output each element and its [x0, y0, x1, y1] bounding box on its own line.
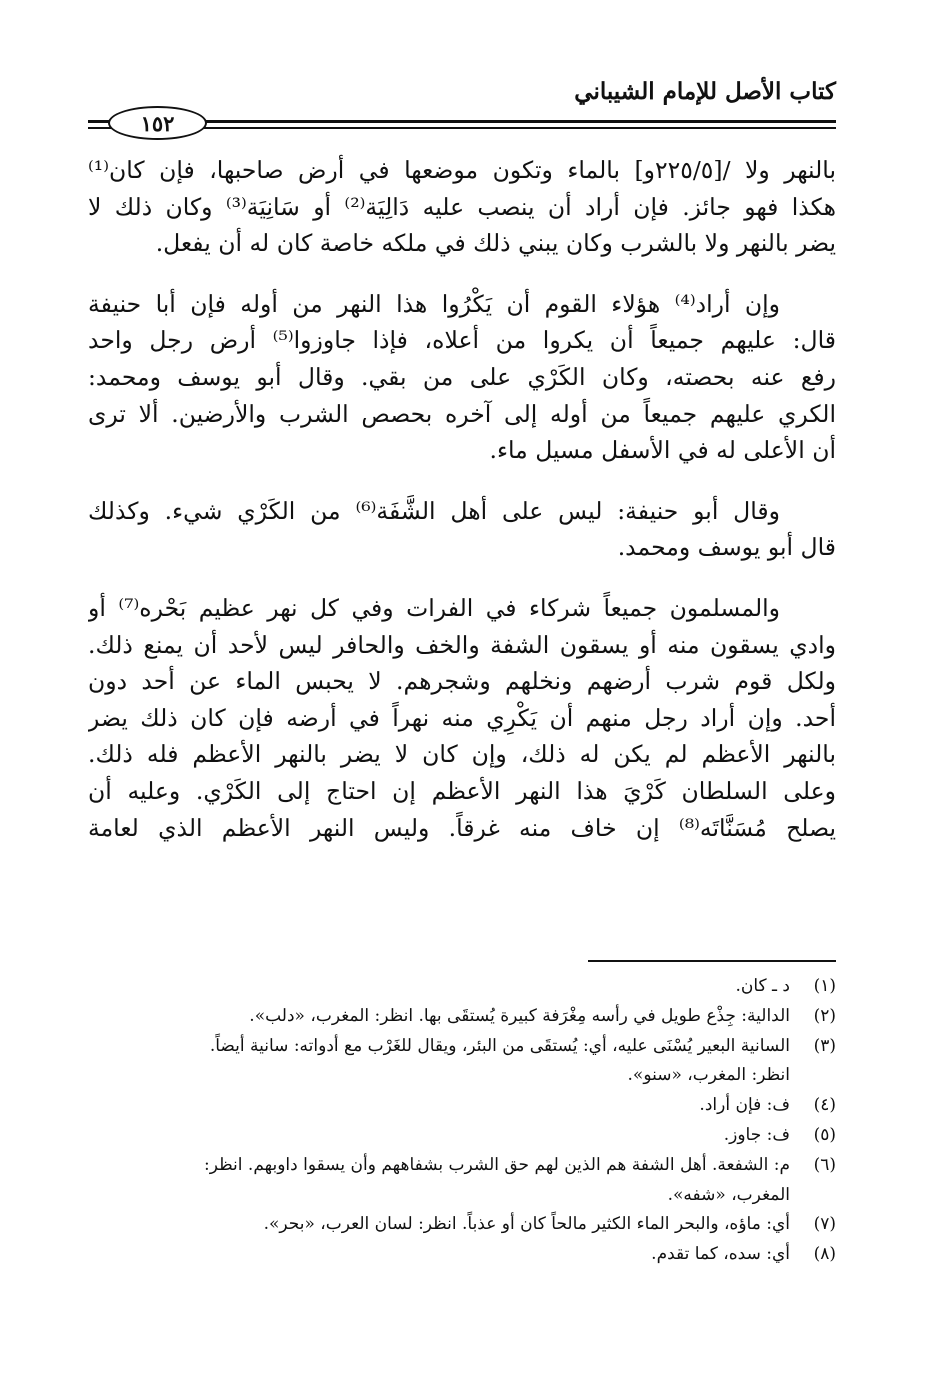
- paragraph: [88, 493, 836, 566]
- footnote-number: (٧): [813, 1214, 836, 1235]
- text-line: بالنهر الأعظم لم يكن له ذلك، وإن كان لا يضر بالنهر الأعظم فله ذلك.: [88, 740, 836, 769]
- text-line: بالنهر ولا /[٢٢٥/٥و] بالماء وتكون موضعها في أرض صاحبها، فإن كان⁽¹⁾: [88, 156, 836, 184]
- footnote-number: (١): [813, 976, 836, 996]
- footnote: [88, 1151, 836, 1211]
- footnote: [88, 1002, 836, 1032]
- paragraph: [88, 590, 836, 846]
- footnote-text: أي: ماؤه، والبحر الماء الكثير مالحاً كان أو عذباً. انظر: لسان العرب، «بحر».: [263, 1214, 790, 1235]
- page-header: [88, 78, 836, 138]
- text-line: رفع عنه بحصته، وكان الكَرْي على من بقي. وقال أبو يوسف ومحمد:: [88, 362, 836, 391]
- footnotes: [88, 972, 836, 1270]
- text-line: قال: عليهم جميعاً أن يكروا من أعلاه، فإذا جاوزوا⁽⁵⁾ أرض رجل واحد: [88, 326, 836, 355]
- footnote-separator: [588, 960, 836, 962]
- footnote-text: د ـ كان.: [735, 976, 790, 996]
- body-text: [88, 152, 836, 870]
- footnote-text: السانية البعير يُسْنَى عليه، أي: يُستقَى من البئر، ويقال للغَرْب مع أدواته: سانية أيضاً.: [209, 1035, 790, 1056]
- text-line: أحد. وإن أراد رجل منهم أن يَكْرِي منه نهراً في أرضه فإن كان ذلك يضر: [88, 703, 836, 732]
- text-line: وادي يسقون منه أو يسقون الشفة والخف والحافر ليس لأحد أن يمنع ذلك.: [88, 630, 836, 659]
- footnote-text: الدالية: جِذْع طويل في رأسه مِغْرَفة كبيرة يُستقَى بها. انظر: المغرب، «دلب».: [249, 1005, 790, 1026]
- text-line: هكذا فهو جائز. فإن أراد أن ينصب عليه دَالِيَة⁽²⁾ أو سَانِيَة⁽³⁾ وكان ذلك لا: [88, 192, 836, 221]
- footnote: [88, 1210, 836, 1240]
- text-line: يصلح مُسَنَّاتَه⁽⁸⁾ إن خاف منه غرقاً. وليس النهر الأعظم الذي لعامة: [88, 813, 836, 842]
- text-line: وإن أراد⁽⁴⁾ هؤلاء القوم أن يَكْرُوا هذا النهر من أوله فإن أبا حنيفة: [88, 289, 781, 318]
- footnote-number: (٥): [813, 1124, 836, 1145]
- footnote-number: (٦): [813, 1154, 836, 1175]
- text-line: والمسلمون جميعاً شركاء في الفرات وفي كل نهر عظيم بَحْره⁽⁷⁾ أو: [88, 593, 780, 622]
- page-number: ١٥٢: [108, 106, 207, 140]
- footnote-text: انظر: المغرب، «سنو».: [627, 1065, 790, 1086]
- footnote-number: (٤): [813, 1095, 836, 1116]
- footnote-number: (٨): [813, 1244, 836, 1265]
- footnote-text: م: الشفعة. أهل الشفة هم الذين لهم حق الشرب بشفاههم وأن يسقوا داوبهم. انظر:: [204, 1154, 790, 1175]
- text-line: وعلى السلطان كَرْيَ هذا النهر الأعظم إن احتاج إلى الكَرْي. وعليه أن: [88, 776, 836, 805]
- text-line: الكري عليهم جميعاً من أوله إلى آخره بحصص الشرب والأرضين. ألا ترى: [88, 399, 836, 428]
- footnote-text: ف: جاوز.: [723, 1124, 790, 1145]
- footnote: [88, 1121, 836, 1151]
- text-line: وقال أبو حنيفة: ليس على أهل الشَّفَة⁽⁶⁾ من الكَرْي شيء. وكذلك: [88, 496, 780, 525]
- footnote-number: (٣): [813, 1035, 836, 1056]
- footnote: [88, 972, 836, 1002]
- footnote: [88, 1032, 836, 1092]
- footnote: [88, 1091, 836, 1121]
- text-line: قال أبو يوسف ومحمد.: [617, 533, 836, 562]
- paragraph: [88, 286, 836, 469]
- paragraph: [88, 152, 836, 262]
- footnote-text: ف: فإن أراد.: [699, 1095, 790, 1116]
- text-line: ولكل قوم شرب أرضهم ونخلهم وشجرهم. لا يحبس الماء عن أحد دون: [88, 667, 836, 696]
- footnote-text: أي: سده، كما تقدم.: [651, 1244, 790, 1265]
- text-line: أن الأعلى له في الأسفل مسيل ماء.: [489, 436, 836, 465]
- footnote-number: (٢): [813, 1005, 836, 1026]
- footnote-text: المغرب، «شفه».: [667, 1184, 790, 1205]
- footnote: [88, 1240, 836, 1270]
- running-title: كتاب الأصل للإمام الشيباني: [574, 78, 836, 105]
- text-line: يضر بالنهر ولا بالشرب وكان يبني ذلك في ملكه خاصة كان له أن يفعل.: [155, 229, 836, 258]
